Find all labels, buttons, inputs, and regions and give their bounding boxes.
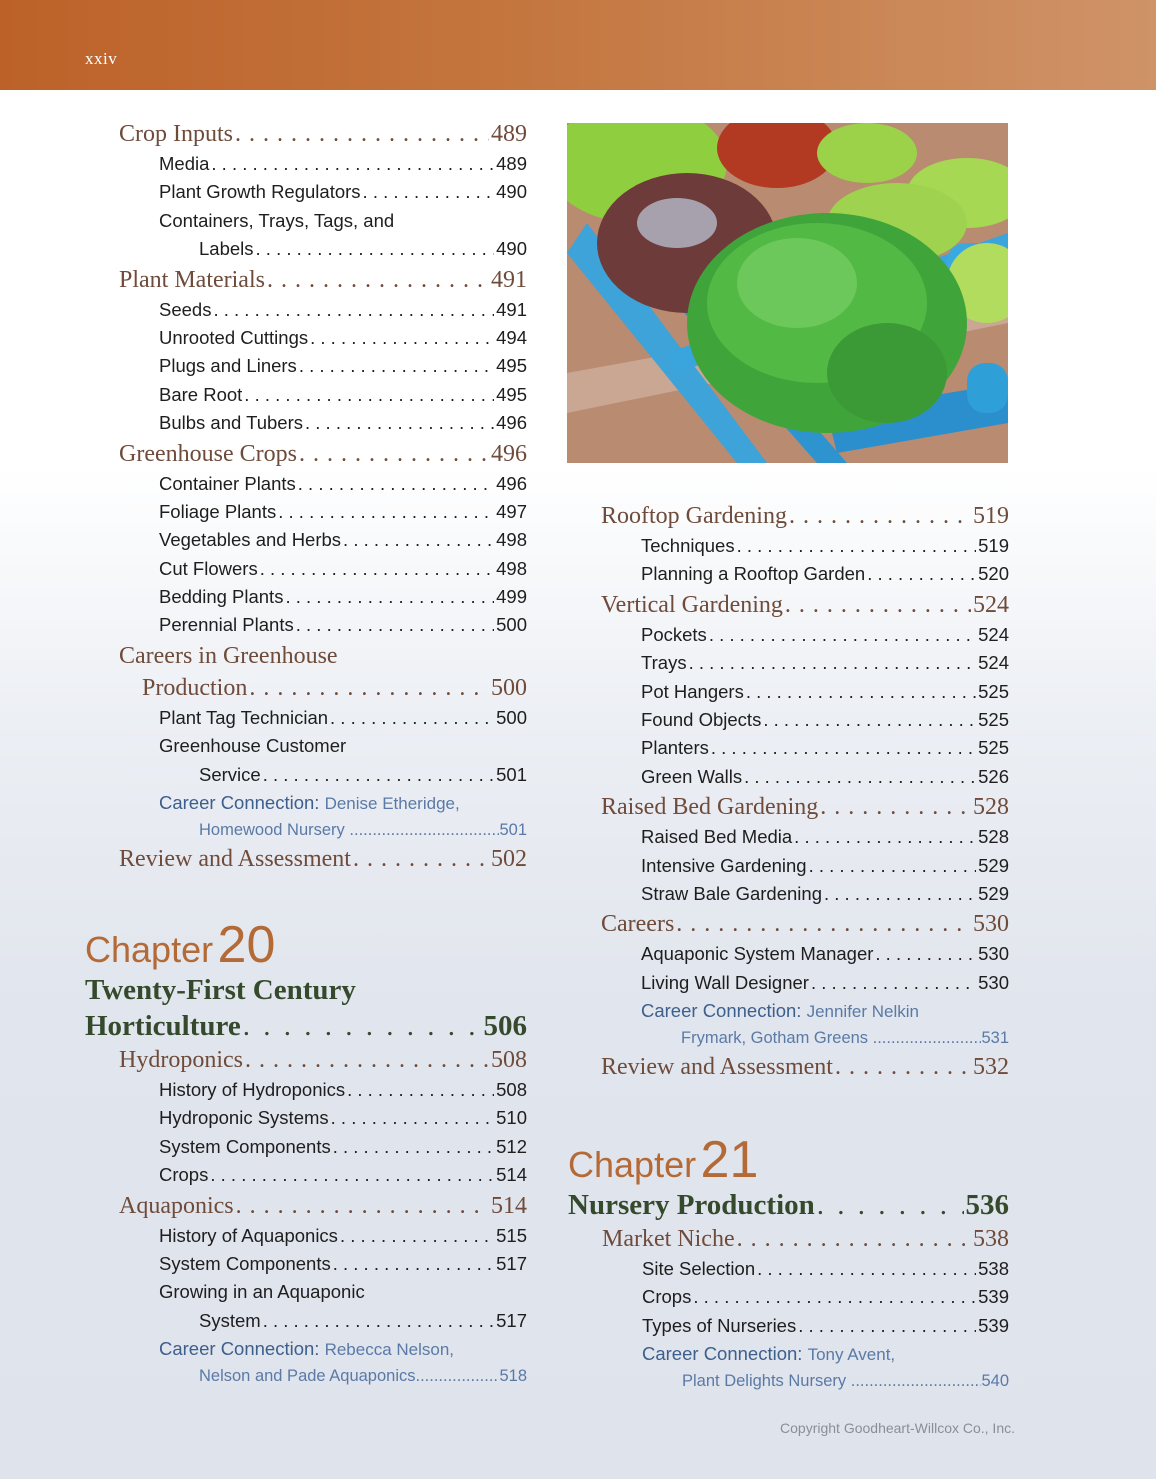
toc-section[interactable] bbox=[119, 118, 527, 150]
page-number: 499 bbox=[496, 586, 527, 608]
career-connection-name: Jennifer Nelkin bbox=[806, 1002, 920, 1022]
page-number: 531 bbox=[981, 1029, 1009, 1048]
page-number: 514 bbox=[491, 1192, 527, 1219]
entry-title: Crops bbox=[642, 1286, 692, 1308]
leader-dots bbox=[340, 1222, 494, 1250]
page-number: 500 bbox=[496, 706, 527, 728]
page-number: 508 bbox=[491, 1047, 527, 1073]
leader-dots bbox=[256, 235, 495, 263]
section-title: Market Niche bbox=[602, 1226, 735, 1252]
leader-dots bbox=[811, 969, 976, 997]
toc-entry[interactable] bbox=[601, 734, 1009, 762]
toc-entry-line1[interactable]: Greenhouse Customer bbox=[159, 735, 347, 757]
toc-section[interactable] bbox=[119, 843, 527, 875]
career-connection-detail[interactable] bbox=[119, 817, 527, 843]
header-band bbox=[0, 0, 1156, 90]
toc-entry[interactable] bbox=[119, 704, 527, 732]
toc-entry[interactable] bbox=[601, 969, 1009, 997]
toc-section-line1[interactable]: Careers in Greenhouse bbox=[119, 642, 338, 669]
leader-dots bbox=[737, 1223, 971, 1255]
entry-title: Pockets bbox=[641, 623, 707, 645]
page-number: 526 bbox=[978, 765, 1009, 787]
leader-dots bbox=[353, 843, 489, 875]
leader-dots bbox=[349, 817, 499, 843]
toc-section[interactable] bbox=[601, 589, 1009, 621]
leader-dots bbox=[789, 500, 971, 532]
toc-section[interactable] bbox=[119, 672, 527, 704]
entry-title: Foliage Plants bbox=[159, 500, 277, 522]
toc-entry[interactable] bbox=[601, 532, 1009, 560]
section-title: Plant Materials bbox=[119, 266, 265, 293]
page-number: 520 bbox=[978, 563, 1009, 585]
toc-entry[interactable] bbox=[119, 526, 527, 554]
page-number: 501 bbox=[499, 821, 527, 840]
chapter-title-text: Nursery Production bbox=[568, 1189, 815, 1221]
entry-title: Aquaponic System Manager bbox=[641, 943, 874, 965]
toc-entry[interactable] bbox=[601, 560, 1009, 588]
toc-entry[interactable] bbox=[601, 880, 1009, 908]
toc-entry[interactable] bbox=[601, 649, 1009, 677]
chapter-21 bbox=[568, 1133, 1009, 1394]
entry-title: System bbox=[199, 1309, 261, 1331]
page-number: 532 bbox=[973, 1054, 1009, 1081]
page-number: 529 bbox=[978, 882, 1009, 904]
leader-dots bbox=[817, 1187, 964, 1223]
entry-title: Intensive Gardening bbox=[641, 854, 807, 876]
career-connection[interactable] bbox=[119, 789, 527, 817]
page-number: 510 bbox=[496, 1107, 527, 1129]
page-number: 491 bbox=[496, 298, 527, 320]
toc-section[interactable] bbox=[85, 1190, 527, 1222]
page-number: 530 bbox=[978, 943, 1009, 965]
entry-title: Plugs and Liners bbox=[159, 355, 297, 377]
toc-right-column bbox=[601, 500, 1009, 1083]
leader-dots bbox=[757, 1255, 976, 1283]
entry-title: Service bbox=[199, 763, 261, 785]
page-number: 498 bbox=[496, 557, 527, 579]
entry-title: Media bbox=[159, 153, 210, 174]
toc-entry[interactable] bbox=[119, 611, 527, 639]
leader-dots bbox=[333, 1133, 494, 1161]
entry-title: Seeds bbox=[159, 298, 212, 320]
section-title: Raised Bed Gardening bbox=[601, 794, 819, 821]
toc-left-column bbox=[119, 118, 527, 875]
entry-title: Bare Root bbox=[159, 383, 243, 405]
chapter-label: Chapter 20 bbox=[85, 916, 276, 974]
leader-dots bbox=[333, 1250, 494, 1278]
leader-dots bbox=[310, 324, 494, 352]
leader-dots bbox=[744, 763, 976, 791]
entry-title: Bulbs and Tubers bbox=[159, 412, 303, 434]
entry-title: Living Wall Designer bbox=[641, 971, 809, 993]
entry-title: Frymark, Gotham Greens bbox=[681, 1029, 869, 1048]
leader-dots bbox=[245, 1044, 489, 1076]
career-connection[interactable] bbox=[601, 997, 1009, 1025]
section-title: Review and Assessment bbox=[119, 846, 351, 873]
section-title: Hydroponics bbox=[119, 1047, 243, 1073]
toc-entry[interactable] bbox=[119, 555, 527, 583]
page-number: 489 bbox=[496, 153, 527, 174]
page-number: 495 bbox=[496, 355, 527, 377]
toc-entry-line1[interactable]: Containers, Trays, Tags, and bbox=[159, 209, 395, 231]
career-connection-name: Denise Etheridge, bbox=[324, 794, 460, 814]
page-number: 530 bbox=[973, 911, 1009, 938]
chapter-title-line1[interactable]: Twenty-First Century bbox=[85, 974, 356, 1006]
entry-title: Container Plants bbox=[159, 472, 296, 494]
career-connection-name: Rebecca Nelson, bbox=[324, 1340, 455, 1360]
entry-title: Plant Growth Regulators bbox=[159, 181, 361, 203]
leader-dots bbox=[689, 649, 977, 677]
page-number: 538 bbox=[978, 1258, 1009, 1279]
page-number: 496 bbox=[491, 440, 527, 467]
page-number: 530 bbox=[978, 971, 1009, 993]
leader-dots bbox=[331, 1104, 494, 1132]
page-number: 524 bbox=[978, 623, 1009, 645]
career-connection-detail[interactable] bbox=[601, 1025, 1009, 1051]
leader-dots bbox=[785, 589, 971, 621]
page-number: 490 bbox=[496, 238, 527, 260]
leader-dots bbox=[243, 1008, 482, 1044]
section-title: Crop Inputs bbox=[119, 121, 233, 147]
leader-dots bbox=[711, 734, 976, 762]
leader-dots bbox=[211, 150, 494, 178]
entry-title: Types of Nurseries bbox=[642, 1314, 797, 1336]
page-number: 496 bbox=[496, 472, 527, 494]
toc-entry[interactable] bbox=[601, 706, 1009, 734]
page-number: 525 bbox=[978, 708, 1009, 730]
page-number: 498 bbox=[496, 529, 527, 551]
entry-title: Nelson and Pade Aquaponics bbox=[199, 1367, 416, 1386]
entry-title: System Components bbox=[159, 1252, 331, 1274]
career-connection-label: Career Connection: bbox=[641, 1000, 802, 1022]
entry-title: Site Selection bbox=[642, 1258, 756, 1279]
toc-section[interactable] bbox=[568, 1223, 1009, 1255]
entry-title: Straw Bale Gardening bbox=[641, 882, 822, 904]
career-connection-label: Career Connection: bbox=[642, 1343, 803, 1365]
leader-dots bbox=[305, 409, 494, 437]
toc-entry[interactable] bbox=[119, 178, 527, 206]
page-number: 528 bbox=[973, 794, 1009, 821]
entry-title: Cut Flowers bbox=[159, 557, 258, 579]
entry-title: Found Objects bbox=[641, 708, 762, 730]
chapter-number: 21 bbox=[700, 1131, 759, 1189]
leader-dots bbox=[737, 532, 977, 560]
chapter-title[interactable] bbox=[85, 1008, 527, 1044]
entry-title: Homewood Nursery bbox=[199, 821, 345, 840]
leader-dots bbox=[299, 352, 494, 380]
toc-section[interactable] bbox=[601, 908, 1009, 940]
page-number: 519 bbox=[973, 503, 1009, 529]
toc-entry[interactable] bbox=[601, 823, 1009, 851]
page-number: 539 bbox=[978, 1286, 1009, 1308]
entry-title: Bedding Plants bbox=[159, 586, 284, 608]
career-connection-detail[interactable] bbox=[568, 1368, 1009, 1394]
leader-dots bbox=[794, 823, 976, 851]
entry-title: History of Hydroponics bbox=[159, 1079, 346, 1100]
leader-dots bbox=[210, 1161, 494, 1189]
career-connection[interactable] bbox=[85, 1335, 527, 1363]
entry-title: Hydroponic Systems bbox=[159, 1107, 329, 1129]
entry-title: Green Walls bbox=[641, 765, 743, 787]
toc-entry[interactable] bbox=[119, 352, 527, 380]
leader-dots bbox=[299, 438, 489, 470]
career-connection[interactable] bbox=[568, 1340, 1009, 1368]
toc-entry[interactable] bbox=[119, 470, 527, 498]
leader-dots bbox=[851, 1368, 982, 1394]
page-number: 506 bbox=[483, 1010, 527, 1042]
section-title: Rooftop Gardening bbox=[601, 503, 787, 529]
toc-entry[interactable] bbox=[601, 763, 1009, 791]
toc-entry[interactable] bbox=[119, 381, 527, 409]
leader-dots bbox=[343, 526, 494, 554]
page-number: 529 bbox=[978, 854, 1009, 876]
copyright-notice: Copyright Goodheart-Willcox Co., Inc. bbox=[780, 1420, 1015, 1436]
leader-dots bbox=[709, 621, 976, 649]
toc-entry[interactable] bbox=[85, 1250, 527, 1278]
section-title: Vertical Gardening bbox=[601, 591, 783, 618]
section-title: Review and Assessment bbox=[601, 1054, 833, 1081]
toc-entry-line1[interactable]: Growing in an Aquaponic bbox=[159, 1281, 365, 1303]
entry-title: Planters bbox=[641, 737, 709, 759]
toc-entry[interactable] bbox=[85, 1161, 527, 1189]
page-number: 494 bbox=[496, 326, 527, 348]
entry-title: Plant Tag Technician bbox=[159, 706, 329, 728]
leader-dots bbox=[244, 381, 494, 409]
career-connection-label: Career Connection: bbox=[159, 792, 320, 814]
leader-dots bbox=[875, 940, 976, 968]
entry-title: Trays bbox=[641, 652, 687, 674]
page-number: 518 bbox=[499, 1367, 527, 1386]
page-number: 524 bbox=[973, 591, 1009, 618]
career-connection-name: Tony Avent, bbox=[807, 1345, 896, 1365]
page-number: 519 bbox=[978, 535, 1009, 556]
page-number: 512 bbox=[496, 1135, 527, 1157]
entry-title: Techniques bbox=[641, 535, 735, 556]
section-title: Aquaponics bbox=[119, 1192, 234, 1219]
page-number: 517 bbox=[496, 1309, 527, 1331]
page-number: 500 bbox=[491, 674, 527, 701]
chapter-title-line2: Horticulture bbox=[85, 1010, 241, 1042]
toc-entry[interactable] bbox=[85, 1222, 527, 1250]
toc-entry[interactable] bbox=[119, 324, 527, 352]
toc-entry[interactable] bbox=[568, 1283, 1009, 1311]
page-number: 514 bbox=[496, 1164, 527, 1186]
leader-dots bbox=[260, 555, 494, 583]
entry-title: System Components bbox=[159, 1135, 331, 1157]
page-folio: xxiv bbox=[85, 49, 118, 68]
leader-dots bbox=[236, 1190, 489, 1222]
toc-entry[interactable] bbox=[119, 296, 527, 324]
chapter-number: 20 bbox=[217, 916, 276, 974]
toc-entry[interactable] bbox=[119, 409, 527, 437]
leader-dots bbox=[267, 264, 489, 296]
entry-title: Raised Bed Media bbox=[641, 826, 793, 848]
page-number: 540 bbox=[981, 1372, 1009, 1391]
career-connection-label: Career Connection: bbox=[159, 1338, 320, 1360]
leader-dots bbox=[416, 1363, 500, 1389]
leader-dots bbox=[298, 470, 494, 498]
entry-title: Pot Hangers bbox=[641, 680, 744, 702]
entry-title: Unrooted Cuttings bbox=[159, 326, 309, 348]
leader-dots bbox=[693, 1283, 976, 1311]
toc-entry[interactable] bbox=[85, 1133, 527, 1161]
toc-entry[interactable] bbox=[85, 1307, 527, 1335]
page-number: 497 bbox=[496, 500, 527, 522]
toc-section[interactable] bbox=[119, 438, 527, 470]
hydroponic-lettuce-photo bbox=[567, 123, 1008, 463]
entry-title: Vegetables and Herbs bbox=[159, 529, 342, 551]
toc-entry[interactable] bbox=[85, 1076, 527, 1104]
leader-dots bbox=[249, 672, 489, 704]
leader-dots bbox=[809, 852, 977, 880]
leader-dots bbox=[296, 611, 494, 639]
toc-entry[interactable] bbox=[601, 940, 1009, 968]
leader-dots bbox=[824, 880, 976, 908]
page-number: 508 bbox=[496, 1079, 527, 1100]
page-number: 502 bbox=[491, 846, 527, 873]
page-number: 500 bbox=[496, 614, 527, 636]
leader-dots bbox=[867, 560, 976, 588]
leader-dots bbox=[285, 583, 494, 611]
leader-dots bbox=[235, 118, 489, 150]
leader-dots bbox=[263, 761, 494, 789]
page-number: 539 bbox=[978, 1314, 1009, 1336]
section-title: Greenhouse Crops bbox=[119, 440, 297, 467]
toc-entry[interactable] bbox=[119, 583, 527, 611]
page-number: 517 bbox=[496, 1252, 527, 1274]
toc-entry[interactable] bbox=[601, 621, 1009, 649]
entry-title: History of Aquaponics bbox=[159, 1224, 338, 1246]
leader-dots bbox=[278, 498, 494, 526]
chapter-title[interactable] bbox=[568, 1187, 1009, 1223]
leader-dots bbox=[763, 706, 976, 734]
toc-entry[interactable] bbox=[568, 1312, 1009, 1340]
leader-dots bbox=[676, 908, 971, 940]
page-number: 525 bbox=[978, 680, 1009, 702]
section-title: Careers bbox=[601, 911, 675, 938]
page-number: 515 bbox=[496, 1224, 527, 1246]
leader-dots bbox=[835, 1051, 971, 1083]
page-number: 528 bbox=[978, 826, 1009, 848]
entry-title: Labels bbox=[199, 238, 254, 260]
page-number: 536 bbox=[965, 1189, 1009, 1221]
page-number: 501 bbox=[496, 763, 527, 785]
page-number: 538 bbox=[973, 1226, 1009, 1252]
toc-entry[interactable] bbox=[119, 761, 527, 789]
toc-entry[interactable] bbox=[568, 1255, 1009, 1283]
toc-entry[interactable] bbox=[119, 150, 527, 178]
page-number: 489 bbox=[491, 121, 527, 147]
toc-entry[interactable] bbox=[601, 678, 1009, 706]
toc-entry[interactable] bbox=[85, 1104, 527, 1132]
toc-section[interactable] bbox=[85, 1044, 527, 1076]
leader-dots bbox=[798, 1312, 976, 1340]
section-title: Production bbox=[142, 674, 248, 701]
toc-entry[interactable] bbox=[119, 235, 527, 263]
leader-dots bbox=[820, 791, 971, 823]
toc-section[interactable] bbox=[119, 264, 527, 296]
leader-dots bbox=[746, 678, 976, 706]
page-number: 490 bbox=[496, 181, 527, 203]
entry-title: Perennial Plants bbox=[159, 614, 294, 636]
toc-entry[interactable] bbox=[119, 498, 527, 526]
page-number: 524 bbox=[978, 652, 1009, 674]
toc-entry[interactable] bbox=[601, 852, 1009, 880]
leader-dots bbox=[363, 178, 495, 206]
page-number: 495 bbox=[496, 383, 527, 405]
page-number: 496 bbox=[496, 412, 527, 434]
leader-dots bbox=[347, 1076, 494, 1104]
toc-section[interactable] bbox=[601, 791, 1009, 823]
entry-title: Planning a Rooftop Garden bbox=[641, 563, 866, 585]
chapter-20 bbox=[85, 918, 527, 1389]
chapter-label: Chapter 21 bbox=[568, 1131, 759, 1189]
toc-section[interactable] bbox=[601, 1051, 1009, 1083]
leader-dots bbox=[330, 704, 494, 732]
photo-lettuce-icon bbox=[567, 123, 1008, 463]
entry-title: Crops bbox=[159, 1164, 209, 1186]
leader-dots bbox=[873, 1025, 982, 1051]
leader-dots bbox=[213, 296, 494, 324]
page-number: 525 bbox=[978, 737, 1009, 759]
entry-title: Plant Delights Nursery bbox=[682, 1372, 847, 1391]
career-connection-detail[interactable] bbox=[85, 1363, 527, 1389]
leader-dots bbox=[263, 1307, 494, 1335]
page-number: 491 bbox=[491, 266, 527, 293]
toc-section[interactable] bbox=[601, 500, 1009, 532]
